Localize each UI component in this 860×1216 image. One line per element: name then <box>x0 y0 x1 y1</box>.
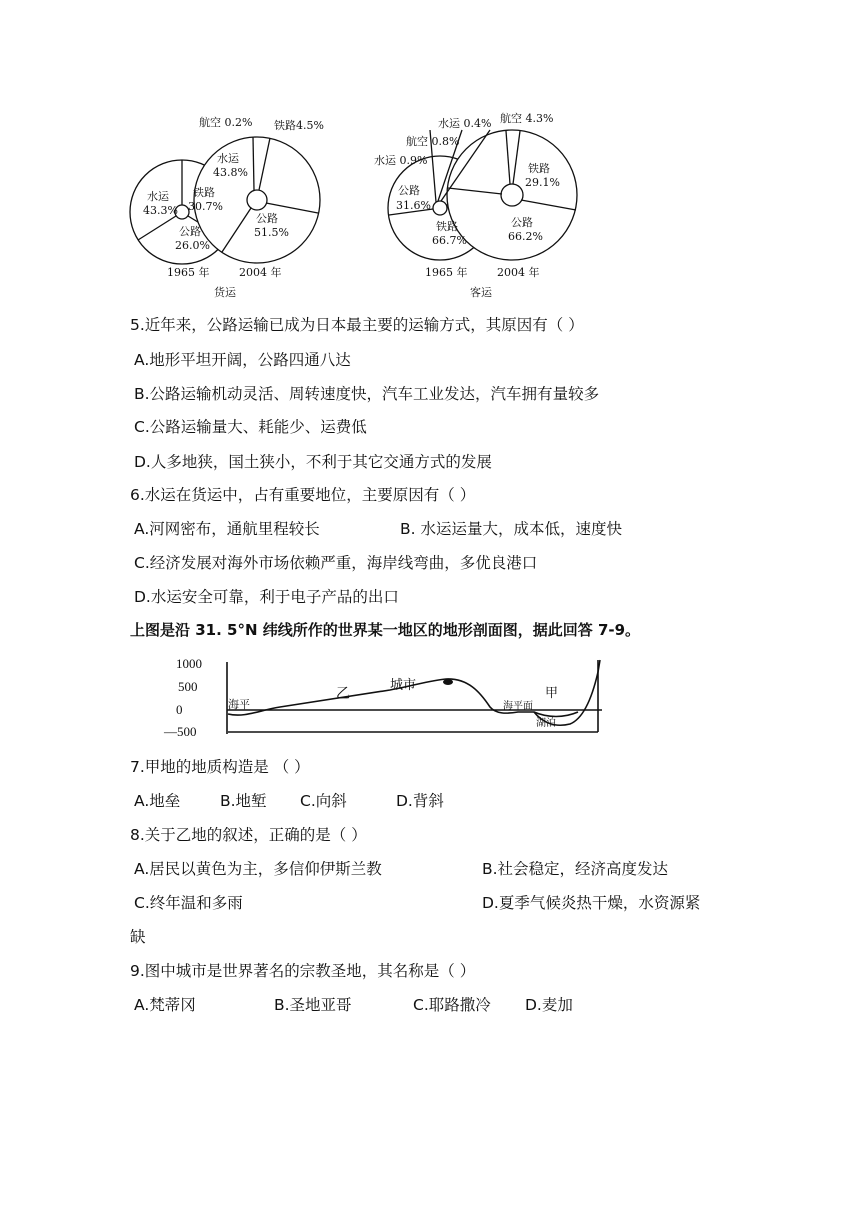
label-sea-level: 海平面 <box>503 701 533 712</box>
tick-minus-500: —500 <box>164 724 197 739</box>
passenger-2004-rail-name: 铁路 <box>528 162 550 175</box>
label-city: 城市 <box>390 677 417 692</box>
q5-option-b: B.公路运输机动灵活、周转速度快，汽车工业发达，汽车拥有量较多 <box>134 385 600 403</box>
q7-stem: 7.甲地的地质构造是 （ ） <box>130 758 310 776</box>
section-intro: 上图是沿 31. 5°N 纬线所作的世界某一地区的地形剖面图，据此回答 7-9。 <box>130 621 641 639</box>
profile-graphic <box>150 652 610 744</box>
q8-stem: 8.关于乙地的叙述，正确的是（ ） <box>130 826 367 844</box>
q9-stem: 9.图中城市是世界著名的宗教圣地，其名称是（ ） <box>130 962 476 980</box>
freight-2004-road-name: 公路 <box>256 212 278 225</box>
passenger-2004-air-label: 航空 4.3% <box>500 112 554 125</box>
q6-option-d: D.水运安全可靠，利于电子产品的出口 <box>134 588 399 606</box>
q9-option-d: D.麦加 <box>525 996 573 1014</box>
passenger-2004-year: 2004 年 <box>497 266 540 279</box>
freight-1965-road-name: 公路 <box>179 225 201 238</box>
freight-2004-year: 2004 年 <box>239 266 282 279</box>
freight-1965-year: 1965 年 <box>167 266 210 279</box>
q6-option-a: A.河网密布，通航里程较长 <box>134 520 320 538</box>
pie-labels <box>0 0 860 310</box>
label-yi: 乙 <box>336 687 350 702</box>
passenger-1965-year: 1965 年 <box>425 266 468 279</box>
q8-option-a: A.居民以黄色为主，多信仰伊斯兰教 <box>134 860 382 878</box>
passenger-1965-rail-name: 铁路 <box>436 220 458 233</box>
q5-stem: 5.近年来，公路运输已成为日本最主要的运输方式，其原因有（ ） <box>130 316 584 334</box>
q8-option-c: C.终年温和多雨 <box>134 894 243 912</box>
freight-1965-rail-name: 铁路 <box>193 186 215 199</box>
q8-option-b: B.社会稳定，经济高度发达 <box>482 860 669 878</box>
q8-option-d: D.夏季气候炎热干燥，水资源紧 <box>482 894 701 912</box>
q5-option-d: D.人多地狭，国土狭小，不利于其它交通方式的发展 <box>134 453 492 471</box>
freight-caption: 货运 <box>214 286 236 299</box>
q6-option-b: B. 水运运量大，成本低，速度快 <box>400 520 622 538</box>
freight-2004-air-label: 航空 0.2% <box>199 116 253 129</box>
freight-1965-water-pct: 43.3% <box>143 204 178 217</box>
passenger-1965-water-label: 水运 0.9% <box>374 154 428 167</box>
q9-option-a: A.梵蒂冈 <box>134 996 196 1014</box>
q7-option-c: C.向斜 <box>300 792 347 810</box>
q7-option-a: A.地垒 <box>134 792 181 810</box>
passenger-2004-road-name: 公路 <box>511 216 533 229</box>
label-jia: 甲 <box>545 685 559 700</box>
passenger-caption: 客运 <box>470 286 492 299</box>
q5-option-a: A.地形平坦开阔，公路四通八达 <box>134 351 351 369</box>
passenger-2004-water-label: 水运 0.4% <box>438 117 492 130</box>
freight-1965-rail-pct: 30.7% <box>188 200 223 213</box>
terrain-profile <box>150 652 610 744</box>
freight-2004-water-name: 水运 <box>217 152 239 165</box>
q7-option-d: D.背斜 <box>396 792 444 810</box>
freight-2004-road-pct: 51.5% <box>254 226 289 239</box>
q9-option-c: C.耶路撒冷 <box>413 996 491 1014</box>
tick-0: 0 <box>176 702 183 717</box>
passenger-1965-air-label: 航空 0.8% <box>406 135 460 148</box>
passenger-1965-rail-pct: 66.7% <box>432 234 467 247</box>
q8-wrap: 缺 <box>130 928 146 946</box>
label-lake: 湖泊 <box>536 718 556 729</box>
passenger-1965-road-name: 公路 <box>398 184 420 197</box>
freight-2004-water-pct: 43.8% <box>213 166 248 179</box>
passenger-1965-road-pct: 31.6% <box>396 199 431 212</box>
label-sea: 海平 <box>228 699 250 711</box>
freight-1965-water-name: 水运 <box>147 190 169 203</box>
tick-1000: 1000 <box>176 656 202 671</box>
q9-option-b: B.圣地亚哥 <box>274 996 352 1014</box>
tick-500: 500 <box>178 679 198 694</box>
passenger-2004-road-pct: 66.2% <box>508 230 543 243</box>
freight-2004-rail-label: 铁路4.5% <box>274 119 324 132</box>
freight-1965-road-pct: 26.0% <box>175 239 210 252</box>
q5-option-c: C.公路运输量大、耗能少、运费低 <box>134 418 367 436</box>
q7-option-b: B.地堑 <box>220 792 267 810</box>
passenger-2004-rail-pct: 29.1% <box>525 176 560 189</box>
q6-option-c: C.经济发展对海外市场依赖严重，海岸线弯曲，多优良港口 <box>134 554 538 572</box>
q6-stem: 6.水运在货运中，占有重要地位，主要原因有（ ） <box>130 486 476 504</box>
